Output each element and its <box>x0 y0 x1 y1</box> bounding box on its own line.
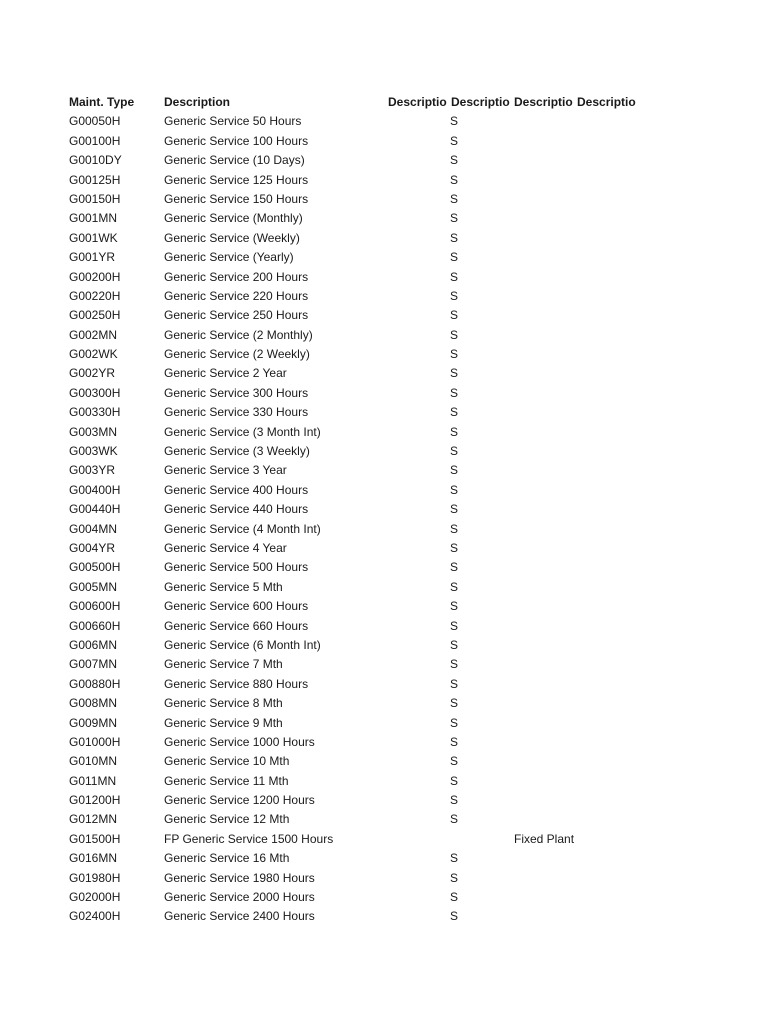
maint-type-cell: G004MN <box>69 521 118 536</box>
description-cell: Generic Service 9 Mth <box>164 715 283 730</box>
table-row <box>0 655 768 674</box>
table-row <box>0 520 768 539</box>
maint-type-cell: G00220H <box>69 288 121 303</box>
description-cell: Generic Service 4 Year <box>164 540 287 555</box>
description-cell: Generic Service 50 Hours <box>164 114 302 129</box>
description-cell: Generic Service 11 Mth <box>164 773 289 788</box>
maint-type-cell: G00880H <box>69 676 121 691</box>
service-flag-cell: S <box>449 618 458 633</box>
service-flag-cell: S <box>449 405 458 420</box>
description-cell: Generic Service 2400 Hours <box>164 909 315 924</box>
service-flag-cell: S <box>449 288 458 303</box>
maint-type-cell: G00400H <box>69 482 121 497</box>
table-row <box>0 268 768 287</box>
table-row <box>0 810 768 829</box>
header-row <box>0 93 768 112</box>
table-row <box>0 209 768 228</box>
description-cell: Generic Service 500 Hours <box>164 560 309 575</box>
maint-type-cell: G00660H <box>69 618 121 633</box>
description-cell: Generic Service 660 Hours <box>164 618 309 633</box>
description-cell: Generic Service (2 Monthly) <box>164 327 313 342</box>
service-flag-cell: S <box>449 812 458 827</box>
service-flag-cell: S <box>449 211 458 226</box>
maint-type-cell: G016MN <box>69 851 118 866</box>
service-flag-cell: S <box>449 870 458 885</box>
service-flag-cell: S <box>449 793 458 808</box>
table-row <box>0 423 768 442</box>
maint-type-cell: G004YR <box>69 540 116 555</box>
table-row <box>0 849 768 868</box>
service-flag-cell: S <box>449 482 458 497</box>
maint-type-cell: G001YR <box>69 250 116 265</box>
description-cell: Generic Service 1200 Hours <box>164 793 315 808</box>
service-flag-cell: S <box>449 909 458 924</box>
table-row <box>0 558 768 577</box>
service-flag-cell: S <box>449 385 458 400</box>
service-flag-cell: S <box>449 366 458 381</box>
maint-type-cell: G008MN <box>69 696 118 711</box>
service-flag-cell: S <box>449 269 458 284</box>
description-cell: Generic Service 7 Mth <box>164 657 283 672</box>
maint-type-cell: G003MN <box>69 424 118 439</box>
description-cell: Generic Service (2 Weekly) <box>164 347 310 362</box>
table-row <box>0 326 768 345</box>
service-flag-cell: S <box>449 560 458 575</box>
maint-type-cell: G003YR <box>69 463 116 478</box>
description-cell: FP Generic Service 1500 Hours <box>164 831 334 846</box>
description-cell: Generic Service 8 Mth <box>164 696 283 711</box>
service-flag-cell: S <box>449 133 458 148</box>
maint-type-cell: G01000H <box>69 734 121 749</box>
maint-type-cell: G00500H <box>69 560 121 575</box>
maint-type-cell: G02400H <box>69 909 121 924</box>
description-cell: Generic Service (3 Month Int) <box>164 424 321 439</box>
description-cell: Generic Service (3 Weekly) <box>164 444 310 459</box>
table-row <box>0 617 768 636</box>
maint-type-cell: G00050H <box>69 114 121 129</box>
service-flag-cell: S <box>449 773 458 788</box>
table-row <box>0 384 768 403</box>
category-cell: Fixed Plant <box>514 831 575 846</box>
table-row <box>0 442 768 461</box>
table-row <box>0 869 768 888</box>
table-row <box>0 306 768 325</box>
table-row <box>0 190 768 209</box>
header-description: Description <box>164 95 231 109</box>
table-row <box>0 694 768 713</box>
maint-type-cell: G00250H <box>69 308 121 323</box>
maint-type-cell: G00600H <box>69 599 121 614</box>
description-cell: Generic Service 5 Mth <box>164 579 283 594</box>
maint-type-cell: G005MN <box>69 579 118 594</box>
description-cell: Generic Service 440 Hours <box>164 502 309 517</box>
maint-type-cell: G002YR <box>69 366 116 381</box>
maint-type-cell: G00100H <box>69 133 121 148</box>
description-cell: Generic Service 150 Hours <box>164 191 309 206</box>
description-cell: Generic Service 330 Hours <box>164 405 309 420</box>
maint-type-cell: G007MN <box>69 657 118 672</box>
service-flag-cell: S <box>449 657 458 672</box>
table-row <box>0 500 768 519</box>
service-flag-cell: S <box>449 715 458 730</box>
service-flag-cell: S <box>449 851 458 866</box>
header-maint-type: Maint. Type <box>69 95 135 109</box>
service-flag-cell: S <box>449 424 458 439</box>
maintenance-type-table <box>0 93 768 927</box>
table-row <box>0 539 768 558</box>
table-row <box>0 287 768 306</box>
maint-type-cell: G003WK <box>69 444 118 459</box>
maint-type-cell: G01980H <box>69 870 121 885</box>
service-flag-cell: S <box>449 579 458 594</box>
description-cell: Generic Service 1980 Hours <box>164 870 315 885</box>
service-flag-cell: S <box>449 734 458 749</box>
maint-type-cell: G002MN <box>69 327 118 342</box>
description-cell: Generic Service 400 Hours <box>164 482 309 497</box>
description-cell: Generic Service 125 Hours <box>164 172 309 187</box>
maint-type-cell: G00300H <box>69 385 121 400</box>
service-flag-cell: S <box>449 637 458 652</box>
table-row <box>0 403 768 422</box>
description-cell: Generic Service (Yearly) <box>164 250 294 265</box>
maint-type-cell: G001MN <box>69 211 118 226</box>
description-cell: Generic Service 200 Hours <box>164 269 309 284</box>
table-row <box>0 112 768 131</box>
table-row <box>0 733 768 752</box>
table-row <box>0 752 768 771</box>
description-cell: Generic Service 1000 Hours <box>164 734 315 749</box>
service-flag-cell: S <box>449 599 458 614</box>
maint-type-cell: G009MN <box>69 715 118 730</box>
description-cell: Generic Service 2 Year <box>164 366 287 381</box>
table-row <box>0 132 768 151</box>
service-flag-cell: S <box>449 444 458 459</box>
maint-type-cell: G0010DY <box>69 153 122 168</box>
service-flag-cell: S <box>449 114 458 129</box>
description-cell: Generic Service 10 Mth <box>164 754 290 769</box>
maint-type-cell: G00150H <box>69 191 121 206</box>
service-flag-cell: S <box>449 153 458 168</box>
description-cell: Generic Service 600 Hours <box>164 599 309 614</box>
service-flag-cell: S <box>449 230 458 245</box>
description-cell: Generic Service 300 Hours <box>164 385 309 400</box>
description-cell: Generic Service 2000 Hours <box>164 890 315 905</box>
service-flag-cell: S <box>449 540 458 555</box>
table-row <box>0 151 768 170</box>
table-row <box>0 675 768 694</box>
service-flag-cell: S <box>449 308 458 323</box>
description-cell: Generic Service 250 Hours <box>164 308 309 323</box>
description-cell: Generic Service (Monthly) <box>164 211 303 226</box>
table-row <box>0 248 768 267</box>
header-descriptio-4: Descriptio <box>577 95 636 109</box>
table-row <box>0 578 768 597</box>
maint-type-cell: G002WK <box>69 347 118 362</box>
maint-type-cell: G00440H <box>69 502 121 517</box>
service-flag-cell: S <box>449 191 458 206</box>
description-cell: Generic Service 3 Year <box>164 463 287 478</box>
service-flag-cell: S <box>449 696 458 711</box>
table-row <box>0 772 768 791</box>
header-descriptio-3: Descriptio <box>514 95 573 109</box>
maint-type-cell: G01200H <box>69 793 121 808</box>
maint-type-cell: G02000H <box>69 890 121 905</box>
description-cell: Generic Service 220 Hours <box>164 288 309 303</box>
table-row <box>0 714 768 733</box>
service-flag-cell: S <box>449 327 458 342</box>
table-row <box>0 636 768 655</box>
table-row <box>0 907 768 926</box>
service-flag-cell: S <box>449 676 458 691</box>
service-flag-cell: S <box>449 347 458 362</box>
description-cell: Generic Service 100 Hours <box>164 133 309 148</box>
service-flag-cell: S <box>449 463 458 478</box>
service-flag-cell: S <box>449 890 458 905</box>
table-row <box>0 364 768 383</box>
service-flag-cell: S <box>449 250 458 265</box>
maint-type-cell: G006MN <box>69 637 118 652</box>
header-descriptio-2: Descriptio <box>451 95 510 109</box>
maint-type-cell: G00200H <box>69 269 121 284</box>
description-cell: Generic Service (Weekly) <box>164 230 300 245</box>
description-cell: Generic Service 12 Mth <box>164 812 290 827</box>
service-flag-cell: S <box>449 502 458 517</box>
table-row <box>0 171 768 190</box>
maint-type-cell: G001WK <box>69 230 118 245</box>
maint-type-cell: G012MN <box>69 812 118 827</box>
table-row <box>0 888 768 907</box>
table-row <box>0 481 768 500</box>
description-cell: Generic Service 16 Mth <box>164 851 290 866</box>
maint-type-cell: G011MN <box>69 773 117 788</box>
table-row <box>0 597 768 616</box>
table-row <box>0 345 768 364</box>
maint-type-cell: G010MN <box>69 754 118 769</box>
maint-type-cell: G00125H <box>69 172 121 187</box>
description-cell: Generic Service (6 Month Int) <box>164 637 321 652</box>
table-row <box>0 830 768 849</box>
description-cell: Generic Service 880 Hours <box>164 676 309 691</box>
table-row <box>0 461 768 480</box>
table-row <box>0 229 768 248</box>
service-flag-cell: S <box>449 521 458 536</box>
maint-type-cell: G01500H <box>69 831 121 846</box>
description-cell: Generic Service (10 Days) <box>164 153 305 168</box>
table-row <box>0 791 768 810</box>
maint-type-cell: G00330H <box>69 405 121 420</box>
service-flag-cell: S <box>449 754 458 769</box>
description-cell: Generic Service (4 Month Int) <box>164 521 321 536</box>
table-body <box>0 112 768 926</box>
header-descriptio-1: Descriptio <box>388 95 447 109</box>
service-flag-cell: S <box>449 172 458 187</box>
